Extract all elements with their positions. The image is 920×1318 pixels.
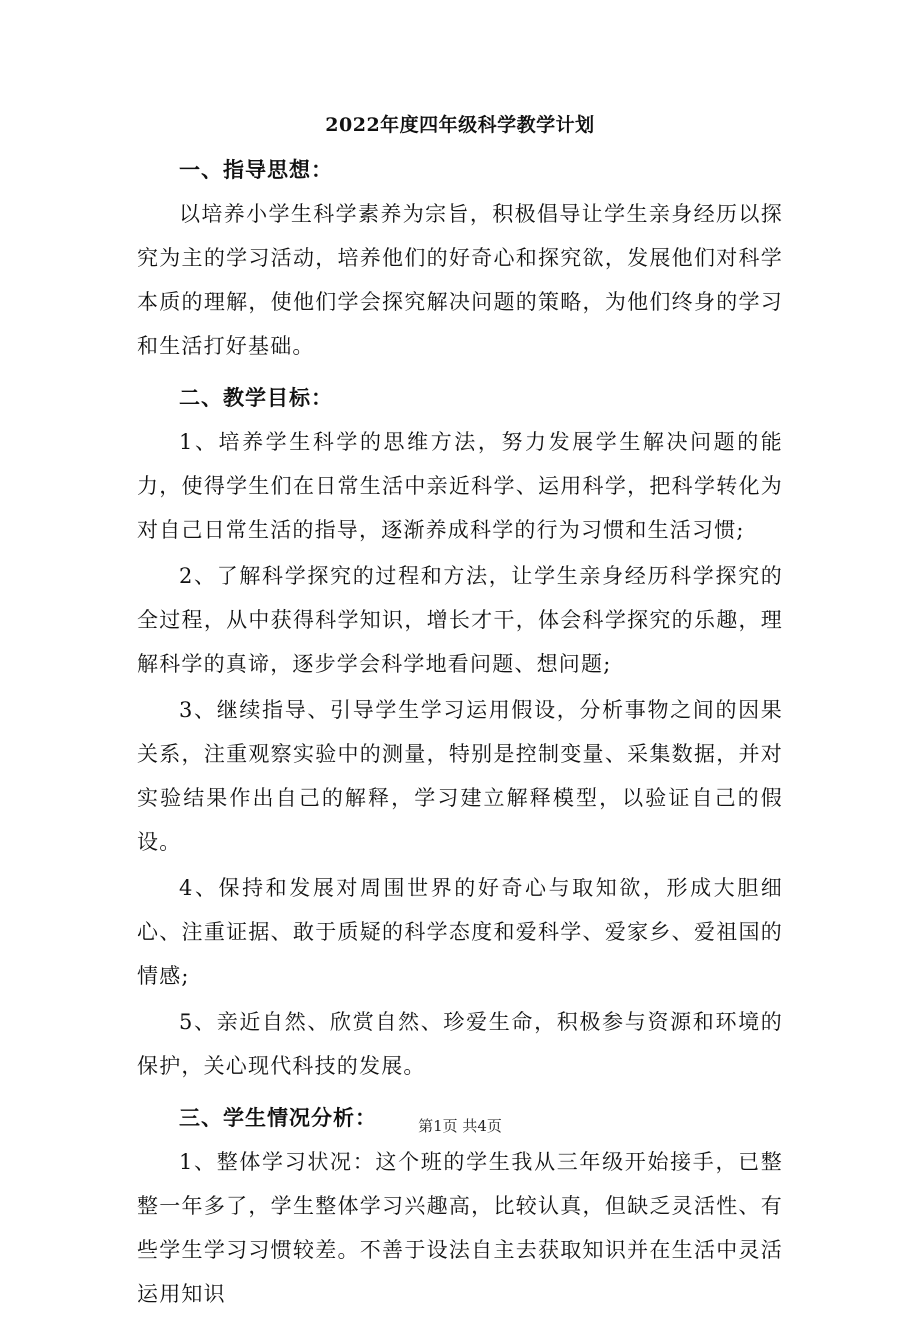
paragraph: 2、了解科学探究的过程和方法，让学生亲身经历科学探究的全过程，从中获得科学知识，增长才干，体会科学探究的乐趣，理解科学的真谛，逐步学会科学地看问题、想问题;: [137, 564, 783, 676]
section-teaching-goals: [137, 376, 783, 1088]
paragraph: 3、继续指导、引导学生学习运用假设，分析事物之间的因果关系，注重观察实验中的测量，特别是控制变量、采集数据，并对实验结果作出自己的解释，学习建立解释模型，以验证自己的假设。: [137, 698, 783, 854]
paragraph: 1、培养学生科学的思维方法，努力发展学生解决问题的能力，使得学生们在日常生活中亲近科学、运用科学，把科学转化为对自己日常生活的指导，逐渐养成科学的行为习惯和生活习惯;: [137, 430, 783, 542]
paragraph: 1、整体学习状况：这个班的学生我从三年级开始接手，已整整一年多了，学生整体学习兴趣高，比较认真，但缺乏灵活性、有些学生学习习惯较差。不善于设法自主去获取知识并在生活中灵活运用知识: [137, 1150, 783, 1306]
document-title: 2022年度四年级科学教学计划: [325, 114, 595, 136]
paragraph: 4、保持和发展对周围世界的好奇心与取知欲，形成大胆细心、注重证据、敢于质疑的科学态度和爱科学、爱家乡、爱祖国的情感;: [137, 876, 783, 988]
paragraph: 以培养小学生科学素养为宗旨，积极倡导让学生亲身经历以探究为主的学习活动，培养他们的好奇心和探究欲，发展他们对科学本质的理解，使他们学会探究解决问题的策略，为他们终身的学习和生活打好基础。: [137, 202, 783, 358]
paragraph: 5、亲近自然、欣赏自然、珍爱生命，积极参与资源和环境的保护，关心现代科技的发展。: [137, 1010, 783, 1078]
section-heading: 三、学生情况分析：: [179, 1105, 377, 1130]
section-heading: 一、指导思想：: [179, 157, 333, 182]
document-body: [137, 140, 783, 1318]
section-guiding-ideology: [137, 148, 783, 368]
section-heading: 二、教学目标：: [179, 385, 333, 410]
page-number: 第1页 共4页: [418, 1117, 502, 1135]
